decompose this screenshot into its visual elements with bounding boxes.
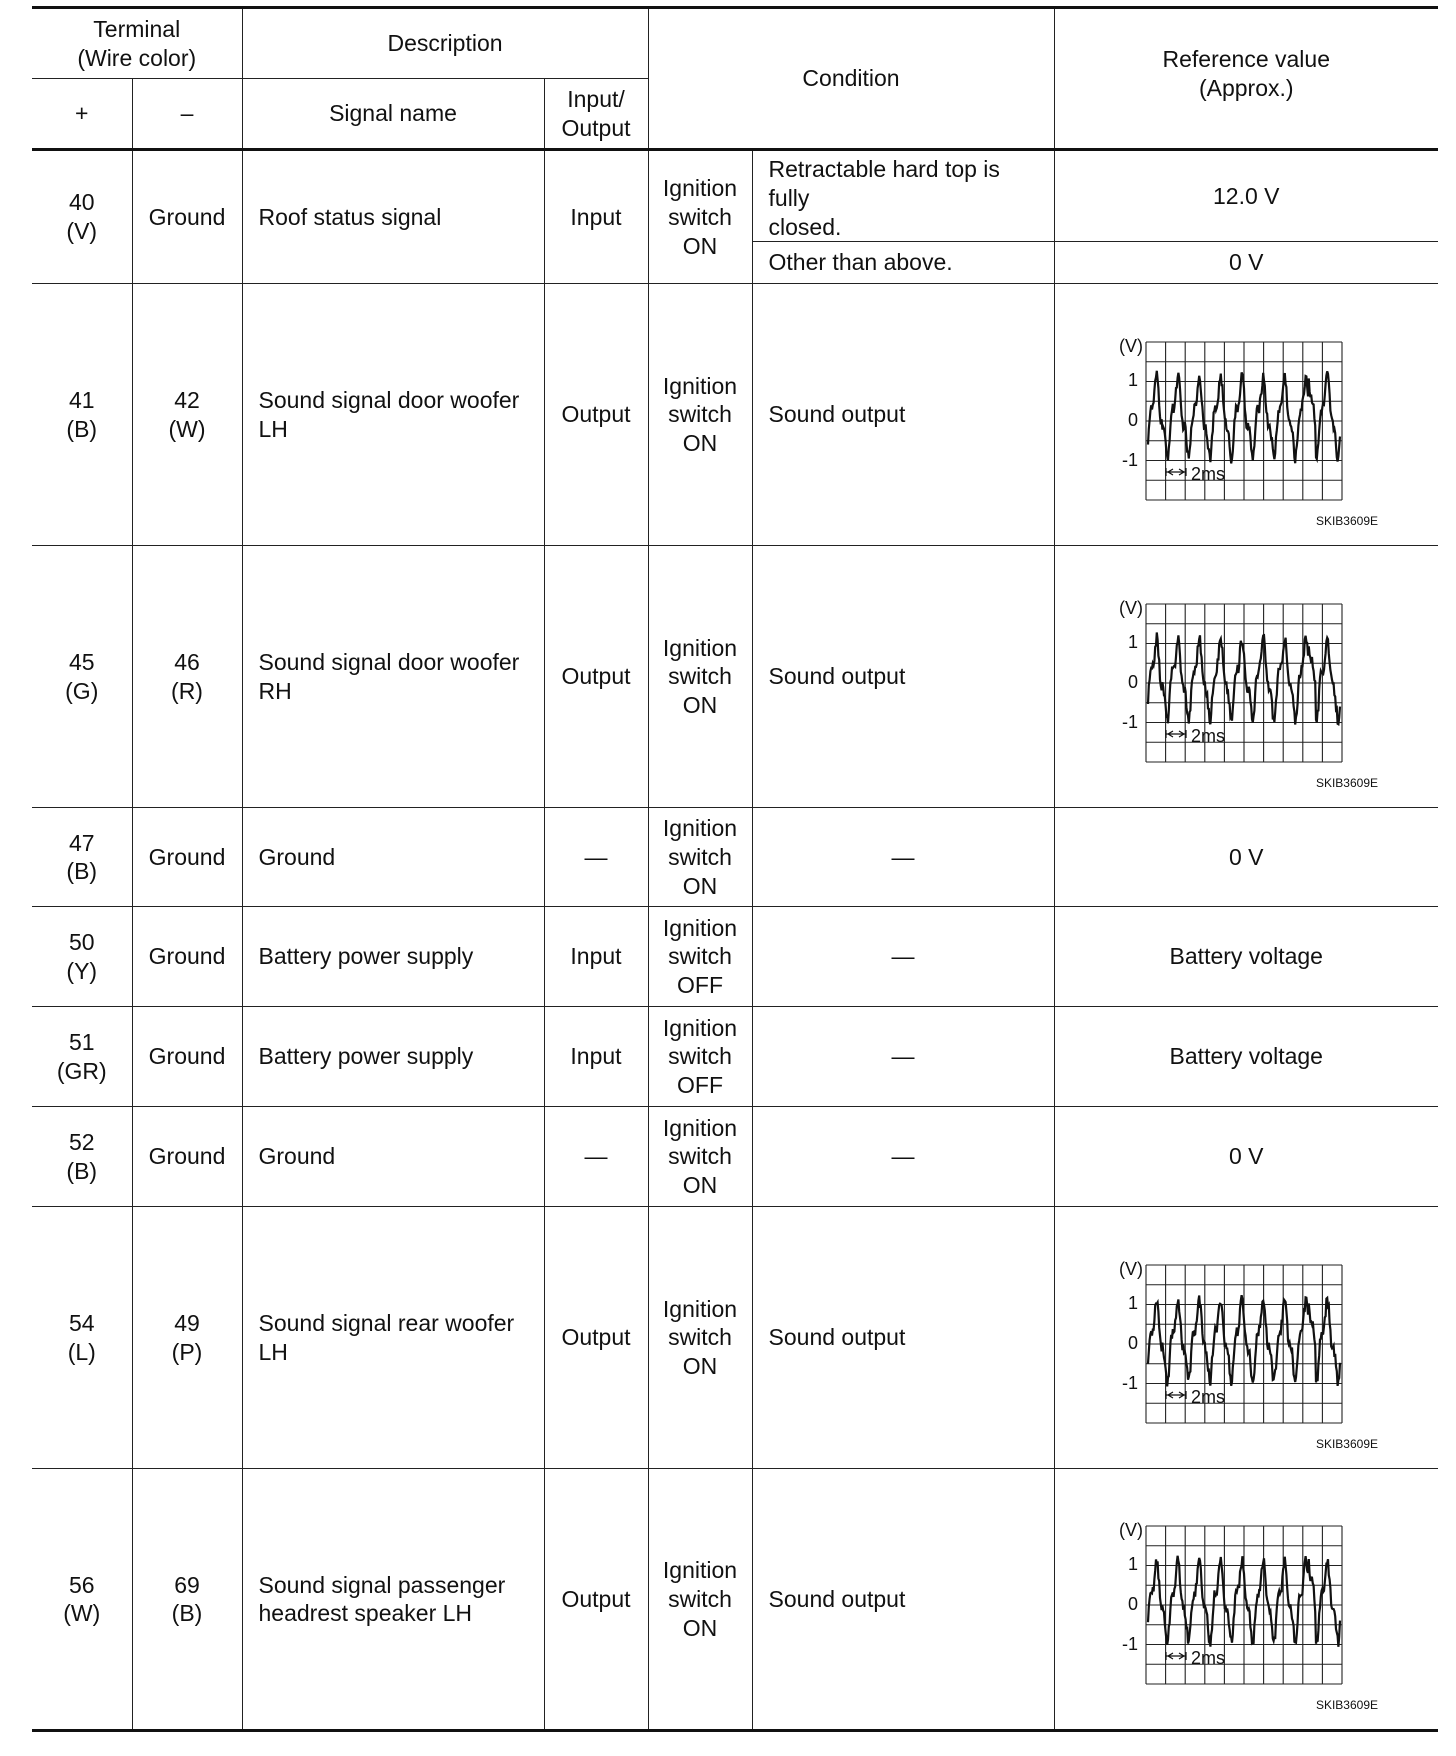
- condition-detail-cell: —: [752, 907, 1054, 1007]
- scope-tick-label: 1: [1128, 1554, 1139, 1575]
- minus-terminal-cell: [132, 907, 242, 1007]
- text-line: (R): [171, 677, 203, 704]
- input-output-cell: Output: [544, 1207, 648, 1469]
- input-output-cell: Output: [544, 546, 648, 808]
- plus-terminal-cell: [32, 1469, 132, 1731]
- text-line: ON: [682, 1614, 718, 1641]
- text-line: Ignition: [662, 634, 738, 661]
- text-line: ON: [682, 872, 718, 899]
- signal-name-cell: [242, 284, 544, 546]
- reference-value-cell: [1054, 546, 1438, 808]
- text-line: switch: [668, 203, 732, 230]
- oscilloscope-waveform: [1096, 1484, 1396, 1714]
- text-line: (V): [66, 218, 98, 245]
- text-line: switch: [668, 1143, 732, 1170]
- text-line: Ground: [148, 203, 226, 230]
- signal-name-cell: [242, 1007, 544, 1107]
- terminal-header: Terminal (Wire color): [32, 8, 242, 79]
- text-line: 42: [174, 387, 200, 413]
- scope-time-div-label: 2ms: [1191, 725, 1226, 746]
- signal-name-cell: [242, 150, 544, 284]
- oscilloscope-waveform: [1096, 1223, 1396, 1453]
- ignition-condition-cell: [648, 1207, 752, 1469]
- scope-tick-label: 1: [1128, 369, 1139, 390]
- text-line: ON: [682, 430, 718, 457]
- ignition-condition-cell: [648, 284, 752, 546]
- scope-time-div-label: 2ms: [1191, 1386, 1226, 1407]
- scope-time-div-label: 2ms: [1191, 1648, 1226, 1669]
- text-line: (P): [171, 1338, 203, 1365]
- reference-value-cell: 0 V: [1054, 1107, 1438, 1207]
- table-row: [32, 546, 1438, 808]
- text-line: (B): [66, 858, 98, 885]
- text-line: Battery power supply: [258, 1043, 474, 1070]
- text-line: Ignition: [662, 1014, 738, 1041]
- scope-figure-id: SKIB3609E: [1316, 1436, 1379, 1451]
- plus-terminal-cell: [32, 284, 132, 546]
- ignition-condition-cell: [648, 1007, 752, 1107]
- reference-value-cell: [1054, 284, 1438, 546]
- text-line: Ignition: [662, 914, 738, 941]
- condition-detail-cell: Sound output: [752, 284, 1054, 546]
- text-line: Ground: [148, 843, 226, 870]
- text-line: closed.: [768, 213, 842, 240]
- scope-unit-label: (V): [1119, 1520, 1144, 1541]
- text-line: 69: [174, 1571, 200, 1598]
- minus-terminal-cell: [132, 546, 242, 808]
- text-line: 45: [68, 649, 95, 675]
- text-line: switch: [668, 1043, 732, 1070]
- text-line: (W): [168, 415, 206, 442]
- text-line: (B): [66, 415, 98, 442]
- reference-value-cell: 12.0 V: [1054, 150, 1438, 242]
- text-line: Retractable hard top is fully: [768, 156, 1000, 211]
- text-line: ON: [682, 1172, 718, 1199]
- signal-name-cell: [242, 907, 544, 1007]
- time-div-marker: [1166, 468, 1186, 476]
- input-output-cell: Input: [544, 150, 648, 284]
- condition-detail-cell: —: [752, 1007, 1054, 1107]
- scope-figure-id: SKIB3609E: [1316, 775, 1379, 790]
- text-line: ON: [682, 232, 718, 259]
- text-line: switch: [668, 1324, 732, 1351]
- text-line: switch: [668, 943, 732, 970]
- text-line: OFF: [677, 972, 724, 999]
- plus-terminal-header: +: [32, 79, 132, 150]
- scope-tick-label: -1: [1122, 449, 1139, 470]
- scope-tick-label: 0: [1128, 671, 1139, 692]
- input-output-cell: Output: [544, 284, 648, 546]
- text-line: Ground: [148, 1043, 226, 1070]
- text-line: (W): [63, 1600, 101, 1627]
- reference-value-cell: 0 V: [1054, 242, 1438, 284]
- condition-detail-cell: —: [752, 808, 1054, 907]
- condition-detail-cell: —: [752, 1107, 1054, 1207]
- text-line: Ground: [148, 1143, 226, 1170]
- table-row: [32, 907, 1438, 1007]
- scope-tick-label: -1: [1122, 1634, 1139, 1655]
- text-line: Ignition: [662, 1557, 738, 1584]
- text-line: (B): [171, 1600, 203, 1627]
- text-line: 50: [68, 929, 95, 955]
- text-line: Ground: [148, 943, 226, 970]
- oscilloscope-waveform: [1096, 300, 1396, 530]
- scope-tick-label: 0: [1128, 409, 1139, 430]
- plus-terminal-cell: [32, 150, 132, 284]
- text-line: Ground: [258, 843, 336, 870]
- table-row: [32, 1007, 1438, 1107]
- scope-tick-label: 1: [1128, 1292, 1139, 1313]
- signal-name-cell: [242, 808, 544, 907]
- table-row: [32, 1207, 1438, 1469]
- text-line: Sound signal door woofer: [258, 387, 520, 413]
- scope-unit-label: (V): [1119, 335, 1144, 356]
- minus-terminal-cell: [132, 1007, 242, 1107]
- scope-unit-label: (V): [1119, 597, 1144, 618]
- text-line: (Y): [66, 957, 98, 984]
- text-line: ON: [682, 1353, 718, 1380]
- signal-name-cell: [242, 1469, 544, 1731]
- table-row: [32, 284, 1438, 546]
- plus-terminal-cell: [32, 808, 132, 907]
- oscilloscope-figure: [1055, 562, 1438, 792]
- condition-detail-cell: Sound output: [752, 546, 1054, 808]
- ignition-condition-cell: [648, 1469, 752, 1731]
- scope-figure-id: SKIB3609E: [1316, 1698, 1379, 1713]
- text-line: (L): [67, 1338, 96, 1365]
- ignition-condition-cell: [648, 546, 752, 808]
- time-div-marker: [1166, 1391, 1186, 1399]
- oscilloscope-waveform: [1096, 562, 1396, 792]
- plus-terminal-cell: [32, 1107, 132, 1207]
- plus-terminal-cell: [32, 546, 132, 808]
- text-line: ON: [682, 692, 718, 719]
- text-line: Roof status signal: [258, 203, 442, 230]
- description-header: Description: [242, 8, 648, 79]
- minus-terminal-header: –: [132, 79, 242, 150]
- text-line: Battery power supply: [258, 943, 474, 970]
- text-line: (B): [66, 1157, 98, 1184]
- table-row: [32, 150, 1438, 242]
- text-line: headrest speaker LH: [258, 1600, 473, 1627]
- reference-value-cell: [1054, 1469, 1438, 1731]
- text-line: (GR): [56, 1057, 107, 1084]
- scope-tick-label: 0: [1128, 1332, 1139, 1353]
- reference-value-cell: [1054, 1207, 1438, 1469]
- ignition-condition-cell: [648, 150, 752, 284]
- scope-tick-label: 0: [1128, 1594, 1139, 1615]
- text-line: Ground: [258, 1143, 336, 1170]
- text-line: 40: [68, 189, 95, 216]
- text-line: switch: [668, 401, 732, 428]
- reference-value-cell: Battery voltage: [1054, 907, 1438, 1007]
- text-line: 41: [68, 387, 95, 413]
- condition-detail-cell: Sound output: [752, 1207, 1054, 1469]
- plus-terminal-cell: [32, 1207, 132, 1469]
- text-line: 52: [68, 1129, 95, 1155]
- oscilloscope-figure: [1055, 1484, 1438, 1714]
- table-row: [32, 1469, 1438, 1731]
- text-line: switch: [668, 843, 732, 870]
- text-line: Sound signal passenger: [258, 1571, 506, 1598]
- minus-terminal-cell: [132, 1107, 242, 1207]
- oscilloscope-figure: [1055, 300, 1438, 530]
- time-div-marker: [1166, 730, 1186, 738]
- input-output-cell: Input: [544, 907, 648, 1007]
- text-line: switch: [668, 663, 732, 690]
- input-output-header: Input/ Output: [544, 79, 648, 150]
- plus-terminal-cell: [32, 907, 132, 1007]
- minus-terminal-cell: [132, 1469, 242, 1731]
- text-line: 51: [68, 1029, 95, 1055]
- text-line: Sound signal door woofer: [258, 649, 520, 675]
- text-line: LH: [258, 415, 288, 442]
- scope-tick-label: 1: [1128, 631, 1139, 652]
- ignition-condition-cell: [648, 907, 752, 1007]
- minus-terminal-cell: [132, 150, 242, 284]
- condition-detail-cell: [752, 242, 1054, 284]
- text-line: RH: [258, 677, 292, 704]
- text-line: OFF: [677, 1072, 724, 1099]
- text-line: Other than above.: [768, 249, 953, 276]
- condition-detail-cell: Sound output: [752, 1469, 1054, 1731]
- ignition-condition-cell: [648, 808, 752, 907]
- text-line: Ignition: [662, 175, 738, 201]
- input-output-cell: —: [544, 808, 648, 907]
- condition-header: Condition: [648, 8, 1054, 150]
- terminal-spec-table: [32, 6, 1438, 1732]
- input-output-cell: Input: [544, 1007, 648, 1107]
- reference-value-header: Reference value (Approx.): [1054, 8, 1438, 150]
- text-line: 56: [68, 1571, 95, 1598]
- text-line: 46: [174, 649, 200, 675]
- text-line: Ignition: [662, 1295, 738, 1322]
- reference-value-cell: Battery voltage: [1054, 1007, 1438, 1107]
- table-row: [32, 1107, 1438, 1207]
- plus-terminal-cell: [32, 1007, 132, 1107]
- signal-name-cell: [242, 1207, 544, 1469]
- minus-terminal-cell: [132, 284, 242, 546]
- text-line: 47: [68, 829, 95, 856]
- minus-terminal-cell: [132, 1207, 242, 1469]
- scope-unit-label: (V): [1119, 1258, 1144, 1279]
- text-line: Ignition: [662, 815, 738, 842]
- text-line: Sound signal rear woofer: [258, 1310, 515, 1336]
- input-output-cell: —: [544, 1107, 648, 1207]
- signal-name-header: Signal name: [242, 79, 544, 150]
- table-row: [32, 808, 1438, 907]
- time-div-marker: [1166, 1652, 1186, 1660]
- input-output-cell: Output: [544, 1469, 648, 1731]
- oscilloscope-figure: [1055, 1223, 1438, 1453]
- minus-terminal-cell: [132, 808, 242, 907]
- signal-name-cell: [242, 546, 544, 808]
- signal-name-cell: [242, 1107, 544, 1207]
- ignition-condition-cell: [648, 1107, 752, 1207]
- text-line: 54: [68, 1310, 95, 1336]
- text-line: Ignition: [662, 1114, 738, 1141]
- scope-figure-id: SKIB3609E: [1316, 513, 1379, 528]
- scope-time-div-label: 2ms: [1191, 463, 1226, 484]
- text-line: LH: [258, 1338, 288, 1365]
- text-line: Ignition: [662, 372, 738, 399]
- condition-detail-cell: [752, 150, 1054, 242]
- scope-tick-label: -1: [1122, 711, 1139, 732]
- text-line: (G): [65, 677, 99, 704]
- text-line: 49: [174, 1310, 200, 1336]
- scope-tick-label: -1: [1122, 1372, 1139, 1393]
- reference-value-cell: 0 V: [1054, 808, 1438, 907]
- text-line: switch: [668, 1585, 732, 1612]
